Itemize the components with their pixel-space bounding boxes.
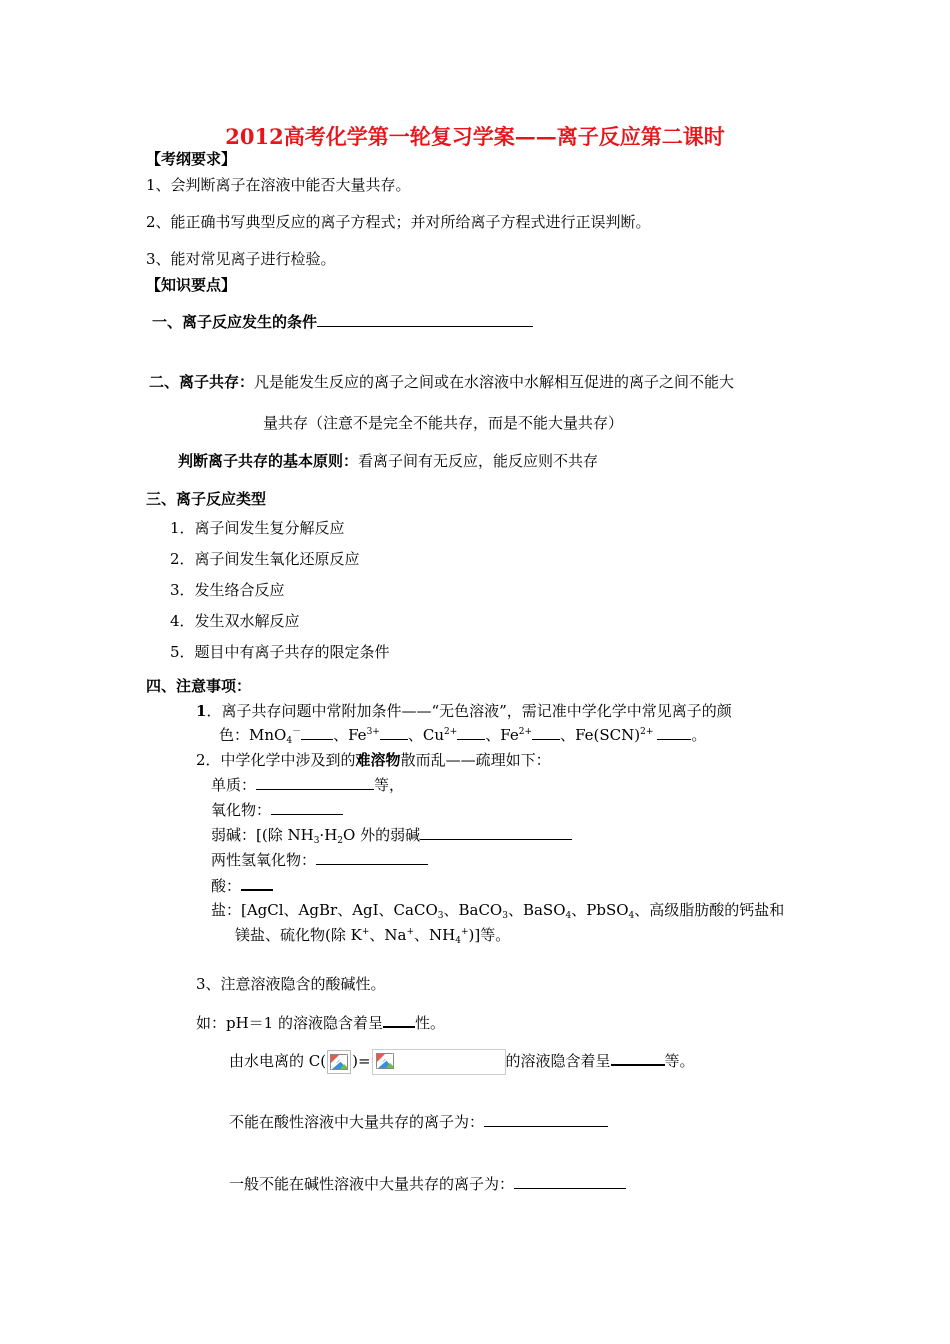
ph-line xyxy=(196,1012,445,1033)
cu-color-blank[interactable] xyxy=(457,725,485,740)
simple-suffix: 等， xyxy=(374,776,405,794)
oxide-label: 氧化物： xyxy=(211,801,272,819)
salt-text-e: 、高级脂肪酸的钙盐和 xyxy=(634,901,785,919)
fescn-color-blank[interactable] xyxy=(657,725,691,740)
section-2-text: 凡是能发生反应的离子之间或在水溶液中水解相互促进的离子之间不能大 xyxy=(254,373,735,391)
mno4-superscript: － xyxy=(292,727,302,737)
superscript: + xyxy=(460,927,469,937)
salt-text-h: 、NH xyxy=(414,926,456,944)
subscript: 3 xyxy=(502,911,508,921)
fe2-color-blank[interactable] xyxy=(532,725,560,740)
color-label: 色：MnO xyxy=(219,726,287,744)
salt-line-1 xyxy=(211,900,784,920)
type-item-4: 4．发生双水解反应 xyxy=(170,612,300,630)
ph-prefix: 如：pH＝1 的溶液隐含着呈 xyxy=(196,1014,383,1032)
salt-line-2 xyxy=(235,925,510,945)
ph-suffix: 性。 xyxy=(415,1014,446,1032)
fe3-ion: Fe xyxy=(348,726,367,744)
condition-blank[interactable] xyxy=(317,312,533,327)
superscript: + xyxy=(361,927,370,937)
type-item-3: 3．发生络合反应 xyxy=(170,581,285,599)
nh3-subscript: 3 xyxy=(313,836,320,846)
h2o-subscript: 2 xyxy=(337,836,344,846)
note-1-number: 1 xyxy=(196,702,207,720)
salt-text-d: 、PbSO xyxy=(571,901,629,919)
note-2-line xyxy=(196,750,551,770)
salt-text-c: 、BaSO xyxy=(507,901,566,919)
mno4-color-blank[interactable] xyxy=(301,725,333,740)
type-item-1: 1．离子间发生复分解反应 xyxy=(170,519,345,537)
ph-blank[interactable] xyxy=(383,1012,415,1028)
principle-line xyxy=(178,451,598,471)
acid-line xyxy=(211,875,273,896)
principle-text: 看离子间有无反应，能反应则不共存 xyxy=(358,452,599,470)
image-placeholder xyxy=(372,1049,506,1075)
subscript: 4 xyxy=(565,911,572,921)
basic-blank[interactable] xyxy=(514,1174,626,1189)
acid-blank[interactable] xyxy=(241,875,273,891)
acidic-ions-line xyxy=(229,1112,608,1132)
outline-item-2: 2、能正确书写典型反应的离子方程式；并对所给离子方程式进行正误判断。 xyxy=(146,213,651,231)
fescn-ion: Fe(SCN) xyxy=(575,726,641,744)
weak-base-blank[interactable] xyxy=(420,825,572,840)
water-blank[interactable] xyxy=(611,1050,665,1066)
outline-item-1: 1、会判断离子在溶液中能否大量共存。 xyxy=(146,176,411,194)
separator: 、 xyxy=(485,726,501,744)
subscript: 4 xyxy=(628,911,635,921)
fe3-charge: 3+ xyxy=(366,727,380,737)
acidic-label: 不能在酸性溶液中大量共存的离子为： xyxy=(229,1113,485,1131)
knowledge-heading: 【知识要点】 xyxy=(146,276,237,294)
section-2-label: 二、离子共存： xyxy=(149,373,255,391)
simple-label: 单质： xyxy=(211,776,257,794)
water-prefix: 由水电离的 C( xyxy=(229,1052,327,1070)
acidic-blank[interactable] xyxy=(484,1112,608,1127)
basic-ions-line xyxy=(229,1174,626,1194)
fe3-color-blank[interactable] xyxy=(380,725,408,740)
principle-label: 判断离子共存的基本原则： xyxy=(178,452,359,470)
base-suffix: O 外的弱碱 xyxy=(343,826,421,844)
section-1-label: 一、离子反应发生的条件 xyxy=(152,313,318,331)
base-label: 弱碱：[(除 NH xyxy=(211,826,314,844)
period: 。 xyxy=(691,726,707,744)
broken-image-icon xyxy=(327,1050,351,1074)
salt-text-f: 镁盐、硫化物(除 K xyxy=(235,926,362,944)
amphoteric-blank[interactable] xyxy=(316,850,428,865)
section-2-line1 xyxy=(149,372,734,392)
superscript: + xyxy=(406,927,414,937)
broken-image-icon xyxy=(374,1050,396,1072)
mno4-subscript: 4 xyxy=(286,736,293,746)
oxide-blank[interactable] xyxy=(271,800,343,815)
salt-text-i: )]等。 xyxy=(468,926,511,944)
outline-heading: 【考纲要求】 xyxy=(146,150,237,168)
water-end: 等。 xyxy=(664,1052,695,1070)
subscript: 4 xyxy=(455,936,461,946)
section-1-title xyxy=(152,312,533,332)
cu-charge: 2+ xyxy=(444,727,458,737)
salt-text-b: 、BaCO xyxy=(443,901,503,919)
amphoteric-label: 两性氢氧化物： xyxy=(211,851,317,869)
simple-substance-line xyxy=(211,775,404,795)
oxide-line xyxy=(211,800,343,820)
note-1-line1 xyxy=(196,701,732,721)
separator: 、 xyxy=(560,726,576,744)
type-item-2: 2．离子间发生氧化还原反应 xyxy=(170,550,360,568)
acid-label: 酸： xyxy=(211,877,242,895)
water-suffix: 的溶液隐含着呈 xyxy=(505,1052,611,1070)
type-item-5: 5．题目中有离子共存的限定条件 xyxy=(170,643,390,661)
outline-item-3: 3、能对常见离子进行检验。 xyxy=(146,250,336,268)
note-2-bold: 难溶物 xyxy=(355,751,401,769)
note-1-text: ．离子共存问题中常附加条件——“无色溶液”，需记准中学化学中常见离子的颜 xyxy=(206,702,732,720)
subscript: 3 xyxy=(437,911,444,921)
document-title: 2012高考化学第一轮复习学案——离子反应第二课时 xyxy=(225,124,725,149)
note-1-line2 xyxy=(219,725,706,745)
section-4-title: 四、注意事项： xyxy=(146,677,252,695)
note-2-suffix: 散而乱——疏理如下： xyxy=(400,751,551,769)
water-mid: )= xyxy=(352,1052,371,1070)
salt-text-g: 、Na xyxy=(369,926,407,944)
section-3-title: 三、离子反应类型 xyxy=(146,490,267,508)
fescn-charge: 2+ xyxy=(640,727,654,737)
note-3-line: 3、注意溶液隐含的酸碱性。 xyxy=(196,975,386,993)
amphoteric-line xyxy=(211,850,428,870)
section-2-line2: 量共存（注意不是完全不能共存，而是不能大量共存） xyxy=(263,414,624,432)
separator: 、 xyxy=(333,726,349,744)
note-2-prefix: 2．中学化学中涉及到的 xyxy=(196,751,356,769)
fe2-charge: 2+ xyxy=(518,727,533,737)
weak-base-line xyxy=(211,825,572,845)
cu-ion: Cu xyxy=(422,726,444,744)
separator: 、 xyxy=(407,726,423,744)
base-mid: ·H xyxy=(319,826,338,844)
simple-blank[interactable] xyxy=(256,775,374,790)
basic-label: 一般不能在碱性溶液中大量共存的离子为： xyxy=(229,1175,515,1193)
water-ionization-line xyxy=(229,1048,695,1075)
salt-text-a: 盐：[AgCl、AgBr、AgI、CaCO xyxy=(211,901,438,919)
fe2-ion: Fe xyxy=(500,726,519,744)
